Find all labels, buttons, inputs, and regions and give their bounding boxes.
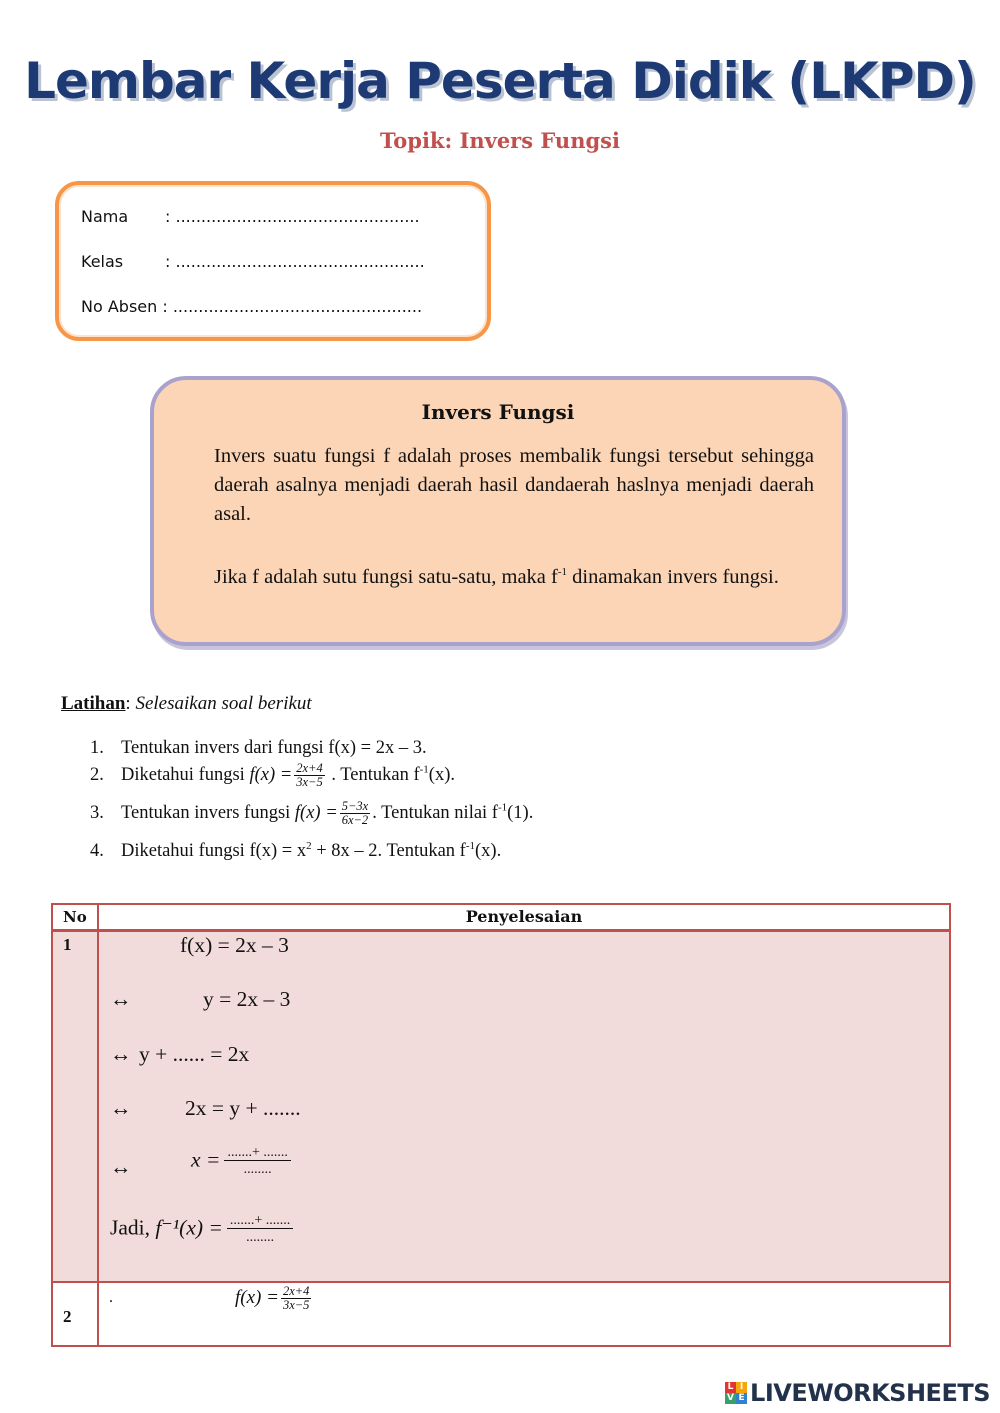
fraction-numerator: 5−3x bbox=[341, 799, 369, 813]
worksheet-title: Lembar Kerja Peserta Didik (LKPD) bbox=[24, 52, 976, 110]
question-text: Tentukan invers dari fungsi f(x) = 2x – 3. bbox=[121, 738, 427, 758]
equivalence-arrow: ↔ bbox=[110, 1042, 132, 1066]
solution-step-4[interactable]: 2x = y + ....... bbox=[185, 1096, 301, 1120]
logo-icon-letter: E bbox=[736, 1393, 747, 1404]
table-header-row bbox=[53, 905, 949, 932]
identity-field[interactable]: : ................................................. bbox=[162, 297, 423, 316]
question-4 bbox=[90, 840, 501, 862]
row2-dot: . bbox=[109, 1289, 113, 1306]
function-label: f(x) = bbox=[235, 1286, 279, 1308]
equation-lhs: f⁻¹(x) = bbox=[155, 1215, 223, 1240]
table-row bbox=[53, 1283, 949, 1345]
superscript: 2 bbox=[306, 840, 312, 852]
definition-text: Jika f adalah sutu fungsi satu-satu, maka f bbox=[214, 565, 558, 588]
question-number: 1. bbox=[90, 738, 104, 758]
identity-label: Nama bbox=[81, 207, 129, 226]
row2-equation[interactable] bbox=[235, 1285, 313, 1312]
superscript: -1 bbox=[497, 801, 508, 814]
question-text: (x). bbox=[475, 841, 502, 862]
question-text: (1). bbox=[507, 802, 534, 823]
identity-label: Kelas bbox=[81, 252, 124, 271]
question-text: Diketahui fungsi f(x) = x bbox=[121, 841, 307, 862]
logo-icon bbox=[725, 1382, 747, 1404]
equation-lhs: x = bbox=[191, 1147, 221, 1172]
fraction-denominator[interactable]: ........ bbox=[227, 1228, 293, 1245]
table-row bbox=[53, 932, 949, 1283]
equivalence-arrow: ↔ bbox=[110, 987, 132, 1011]
question-text: Tentukan invers fungsi bbox=[121, 802, 295, 823]
logo-icon-letter: L bbox=[725, 1382, 736, 1393]
solution-step-3[interactable]: y + ...... = 2x bbox=[139, 1042, 250, 1066]
solution-step-5[interactable] bbox=[191, 1146, 291, 1177]
fraction-denominator: 3x−5 bbox=[296, 775, 323, 789]
liveworksheets-logo[interactable] bbox=[725, 1381, 990, 1405]
superscript: -1 bbox=[419, 763, 429, 776]
fraction bbox=[281, 1285, 311, 1312]
column-header-solution: Penyelesaian bbox=[465, 907, 583, 926]
identity-row-nama[interactable] bbox=[81, 207, 420, 226]
exercise-heading: Latihan: Selesaikan soal berikut bbox=[61, 693, 312, 714]
fraction-numerator[interactable]: .......+ ....... bbox=[229, 1213, 291, 1228]
identity-row-kelas[interactable] bbox=[81, 252, 425, 271]
identity-row-no-absen[interactable] bbox=[81, 297, 422, 316]
exercise-instruction: Selesaikan soal berikut bbox=[135, 693, 312, 714]
fraction bbox=[340, 800, 370, 827]
logo-text: LIVEWORKSHEETS bbox=[750, 1379, 990, 1407]
function-label: f(x) = bbox=[294, 802, 338, 823]
equivalence-arrow: ↔ bbox=[110, 1096, 132, 1120]
question-text: Diketahui fungsi bbox=[121, 764, 250, 785]
fraction-numerator: 2x+4 bbox=[282, 1284, 310, 1298]
question-3 bbox=[90, 800, 533, 827]
fraction-denominator[interactable]: ........ bbox=[224, 1160, 290, 1177]
definition-paragraph-2 bbox=[214, 558, 814, 592]
identity-box bbox=[55, 181, 491, 341]
superscript: -1 bbox=[557, 566, 568, 578]
solution-conclusion[interactable] bbox=[110, 1214, 293, 1245]
fraction-numerator[interactable]: .......+ ....... bbox=[227, 1145, 288, 1160]
function-label: f(x) = bbox=[249, 764, 293, 785]
row-number: 1 bbox=[53, 932, 99, 1281]
identity-field[interactable]: : ................................................ bbox=[165, 207, 420, 226]
definition-text: dinamakan invers fungsi. bbox=[567, 565, 779, 588]
blank-fraction[interactable] bbox=[224, 1146, 290, 1177]
blank-fraction[interactable] bbox=[227, 1214, 293, 1245]
question-text: (x). bbox=[428, 764, 455, 785]
fraction bbox=[294, 762, 324, 789]
question-1 bbox=[90, 738, 427, 759]
definition-box bbox=[150, 376, 846, 646]
conclusion-prefix: Jadi, bbox=[110, 1215, 156, 1240]
question-text: . Tentukan f bbox=[326, 764, 420, 785]
question-number: 2. bbox=[90, 764, 104, 785]
question-text: + 8x – 2. Tentukan f bbox=[311, 841, 466, 862]
fraction-denominator: 6x−2 bbox=[341, 813, 369, 827]
solution-step-1: f(x) = 2x – 3 bbox=[180, 933, 289, 957]
question-2 bbox=[90, 762, 455, 789]
question-number: 4. bbox=[90, 841, 104, 862]
solution-step-2[interactable]: y = 2x – 3 bbox=[203, 987, 291, 1011]
definition-paragraph-1: Invers suatu fungsi f adalah proses membalik fungsi tersebut sehingga daerah asalnya menjadi daerah hasil dandaerah haslnya menjadi daerah asal. bbox=[214, 445, 814, 525]
exercise-label: Latihan bbox=[61, 693, 126, 714]
equivalence-arrow: ↔ bbox=[110, 1155, 132, 1179]
fraction-numerator: 2x+4 bbox=[296, 761, 323, 775]
question-text: . Tentukan nilai f bbox=[372, 802, 498, 823]
column-header-no: No bbox=[53, 905, 99, 929]
solution-table bbox=[51, 903, 951, 1347]
identity-label: No Absen bbox=[81, 297, 158, 316]
identity-field[interactable]: : ................................................. bbox=[165, 252, 425, 271]
topic-subtitle: Topik: Invers Fungsi bbox=[380, 128, 620, 153]
logo-icon-letter: V bbox=[725, 1393, 736, 1404]
logo-icon-letter: I bbox=[736, 1382, 747, 1393]
definition-title: Invers Fungsi bbox=[421, 400, 575, 424]
row-number: 2 bbox=[53, 1283, 99, 1345]
fraction-denominator: 3x−5 bbox=[282, 1298, 310, 1312]
question-number: 3. bbox=[90, 802, 104, 823]
superscript: -1 bbox=[465, 840, 476, 852]
